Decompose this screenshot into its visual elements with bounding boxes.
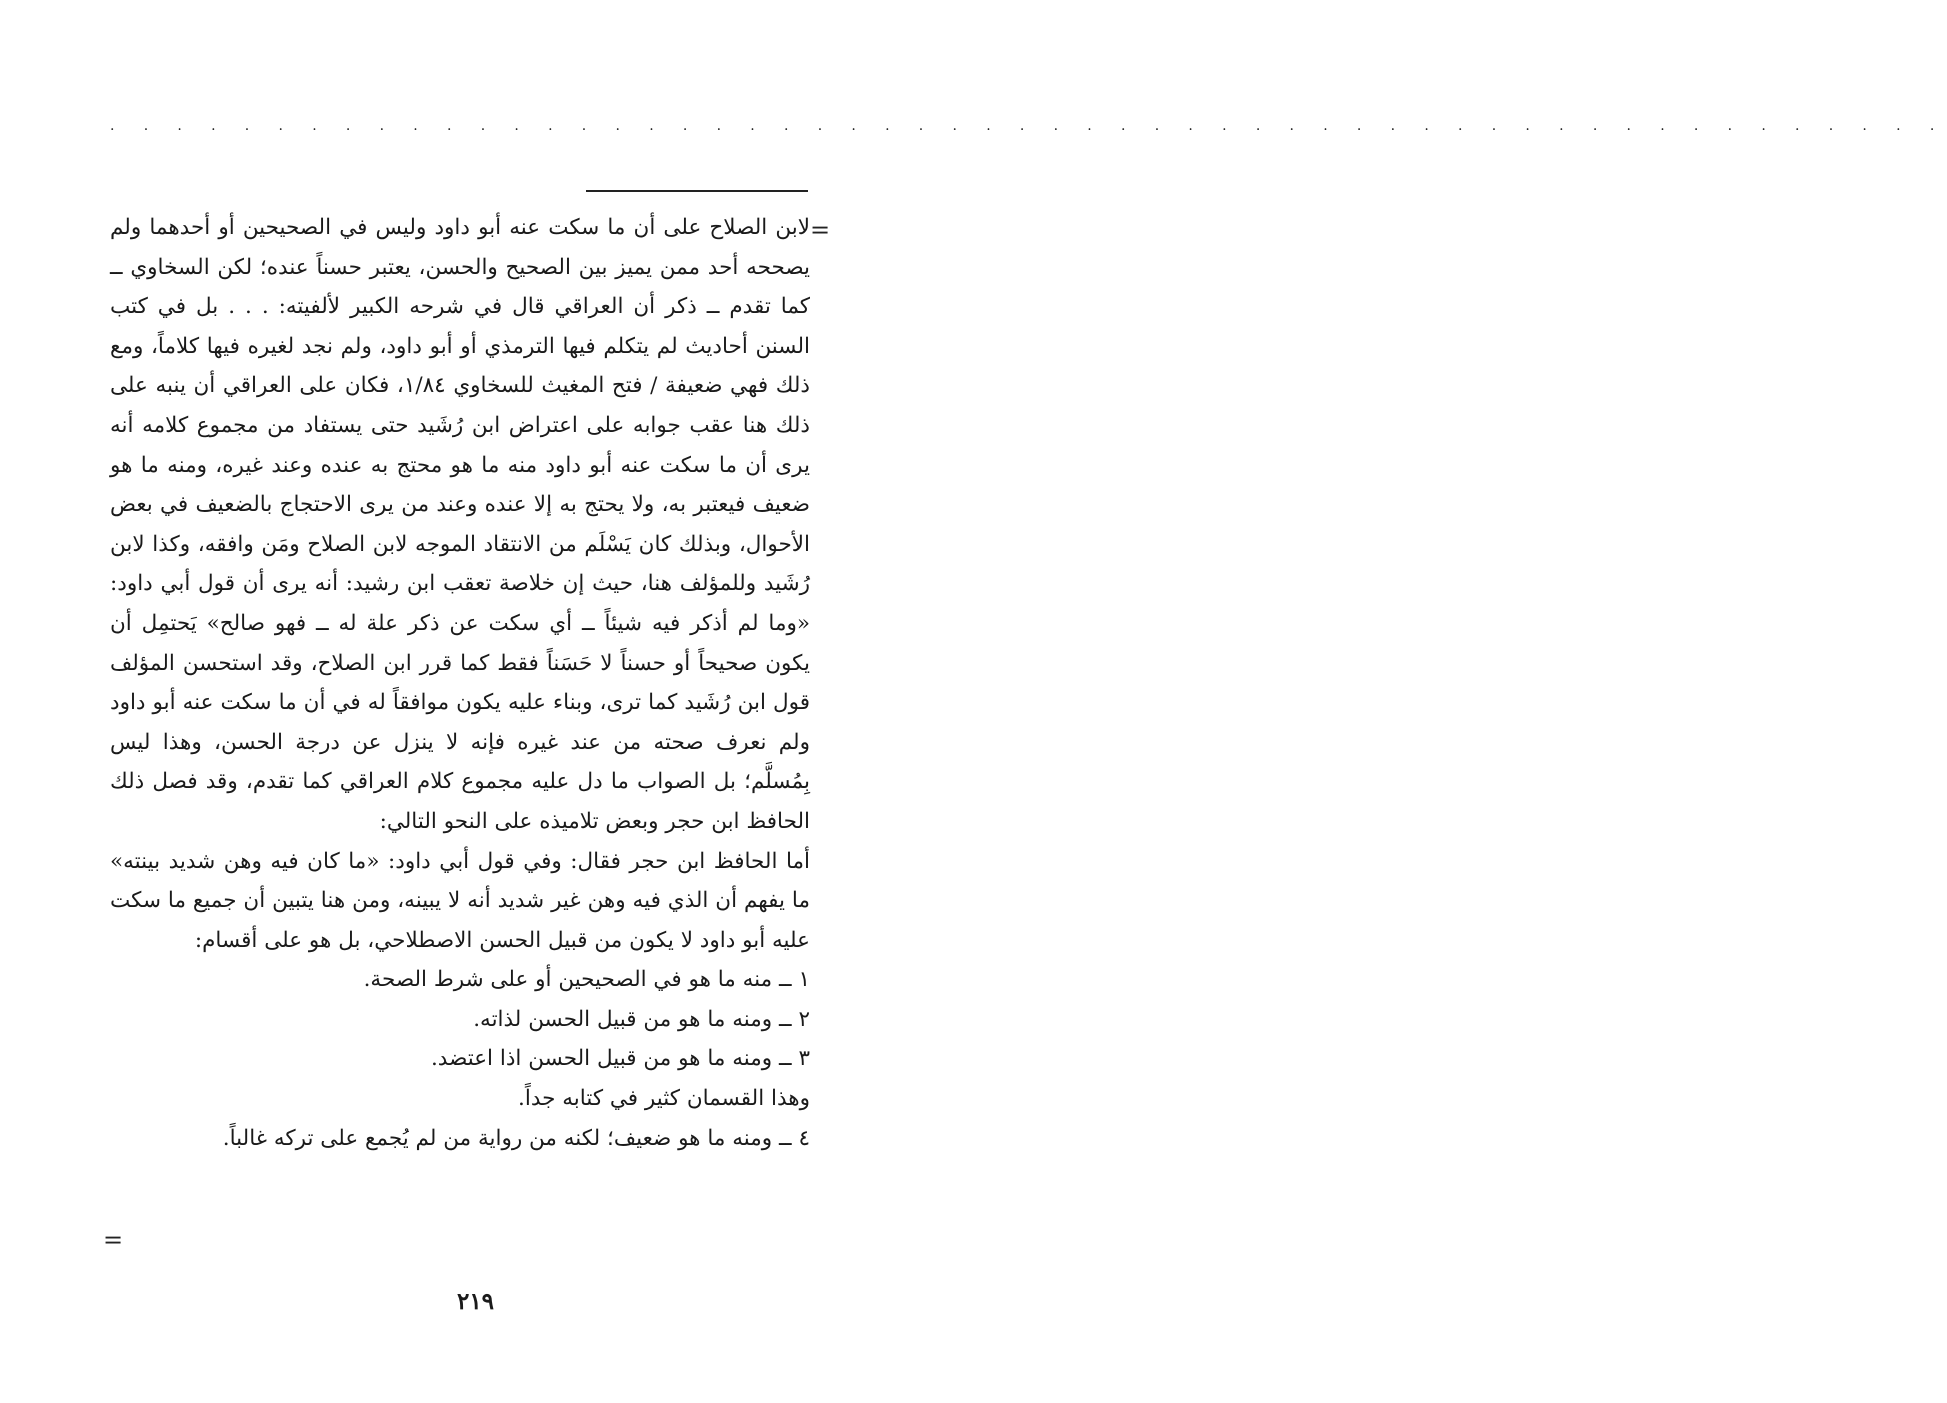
footnote-list — [110, 960, 810, 1158]
continuation-mark-bottom: = — [103, 1226, 124, 1254]
list-item: وهذا القسمان كثير في كتابه جداً. — [518, 1086, 810, 1112]
footnote-rule — [586, 190, 808, 192]
list-item: ٤ ــ ومنه ما هو ضعيف؛ لكنه من رواية من لم يُجمع على تركه غالباً. — [222, 1125, 810, 1151]
list-item: ١ ــ منه ما هو في الصحيحين أو على شرط الصحة. — [363, 967, 810, 993]
list-item: ٢ ــ ومنه ما هو من قبيل الحسن لذاته. — [473, 1006, 810, 1032]
list-item: ٣ ــ ومنه ما هو من قبيل الحسن اذا اعتضد. — [430, 1046, 810, 1072]
continuation-mark-top: = — [810, 216, 831, 244]
footnote-paragraph-2: أما الحافظ ابن حجر فقال: وفي قول أبي داود: «ما كان فيه وهن شديد بينته» ما يفهم أن الذي فيه وهن غير شديد أنه لا يبينه، ومن هنا يتبين أن جميع ما سكت عليه أبو داود لا يكون من قبيل الحسن الاصطلاحي، بل هو على أقسام: — [110, 848, 810, 953]
footnote-body — [110, 208, 810, 1158]
footnote-paragraph-1: لابن الصلاح على أن ما سكت عنه أبو داود وليس في الصحيحين أو أحدهما ولم يصححه أحد ممن يميز بين الصحيح والحسن، يعتبر حسناً عنده؛ لكن السخاوي ــ كما تقدم ــ ذكر أن العراقي قال في شرحه الكبير لألفيته: . . . بل في كتب السنن أحاديث لم يتكلم فيها الترمذي أو أبو داود، ولم نجد لغيره فيها كلاماً، ومع ذلك فهي ضعيفة / فتح المغيث للسخاوي ١/٨٤، فكان على العراقي أن ينبه على ذلك هنا عقب جوابه على اعتراض ابن رُشَيد حتى يستفاد من مجموع كلامه أنه يرى أن ما سكت عنه أبو داود منه ما هو محتج به عنده وعند غيره، ومنه ما هو ضعيف فيعتبر به، ولا يحتج به إلا عنده وعند من يرى الاحتجاج بالضعيف في بعض الأحوال، وبذلك كان يَسْلَم من الانتقاد الموجه لابن الصلاح ومَن وافقه، وكذا لابن رُشَيد وللمؤلف هنا، حيث إن خلاصة تعقب ابن رشيد: أنه يرى أن قول أبي داود: «وما لم أذكر فيه شيئاً ــ أي سكت عن ذكر علة له ــ فهو صالح» يَحتمِل أن يكون صحيحاً أو حسناً لا حَسَناً فقط كما قرر ابن الصلاح، وقد استحسن المؤلف قول ابن رُشَيد كما ترى، وبناء عليه يكون موافقاً له في أن ما سكت عنه أبو داود ولم نعرف صحته من عند غيره فإنه لا ينزل عن درجة الحسن، وهذا ليس بِمُسلَّم؛ بل الصواب ما دل عليه مجموع كلام العراقي كما تقدم، وقد فصل ذلك الحافظ ابن حجر وبعض تلاميذه على النحو التالي: — [110, 215, 810, 834]
page-number: ٢١٩ — [456, 1288, 495, 1315]
dotted-separator: . . . . . . . . . . . . . . . . . . . . . . . . . . . . . . . . . . . . . . . . . . . . . . . . . . . . . . . — [110, 118, 1947, 134]
